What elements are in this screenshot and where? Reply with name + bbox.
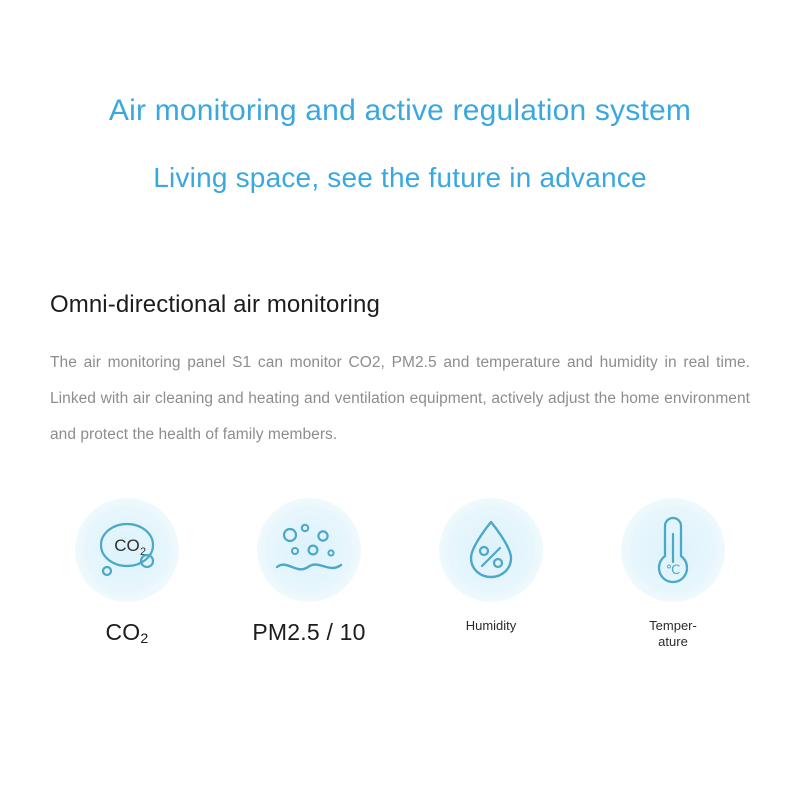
- feature-label-temperature-line2: ature: [658, 634, 688, 650]
- feature-label-pm: PM2.5 / 10: [252, 618, 366, 645]
- feature-temperature: [598, 498, 748, 651]
- feature-label-co2: [105, 618, 148, 649]
- feature-label-temperature-line1: Temper-: [649, 617, 697, 633]
- feature-icons-row: [0, 498, 800, 651]
- co2-icon: [91, 517, 163, 583]
- svg-text:2: 2: [139, 545, 147, 558]
- feature-humidity: [416, 498, 566, 634]
- co2-icon-badge: [75, 498, 179, 602]
- section-body-text: The air monitoring panel S1 can monitor CO2, PM2.5 and temperature and humidity in real time. Linked with air cleaning and heating and ventilation equipment, actively adjust the home environment and protect the health of family members.: [50, 353, 750, 444]
- feature-label-humidity: Humidity: [465, 617, 517, 633]
- humidity-droplet-icon-badge: [439, 498, 543, 602]
- hero-section: [0, 0, 800, 195]
- feature-co2: [52, 498, 202, 649]
- thermometer-icon-badge: [621, 498, 725, 602]
- svg-text:CO: CO: [114, 535, 140, 555]
- thermometer-icon: [650, 514, 696, 586]
- feature-pm: [234, 498, 384, 647]
- particulate-matter-icon-badge: [257, 498, 361, 602]
- feature-label-temperature: [628, 618, 718, 651]
- monitoring-section: [0, 291, 800, 454]
- hero-headline-primary: Air monitoring and active regulation system: [108, 94, 692, 127]
- feature-label-co2-sub: 2: [140, 630, 149, 647]
- feature-label-co2-main: CO: [105, 618, 141, 645]
- hero-headline-secondary: Living space, see the future in advance: [153, 161, 647, 193]
- section-title: Omni-directional air monitoring: [50, 290, 380, 318]
- svg-text:℃: ℃: [665, 561, 681, 577]
- particulate-matter-icon: [271, 519, 347, 581]
- humidity-droplet-icon: [465, 517, 517, 583]
